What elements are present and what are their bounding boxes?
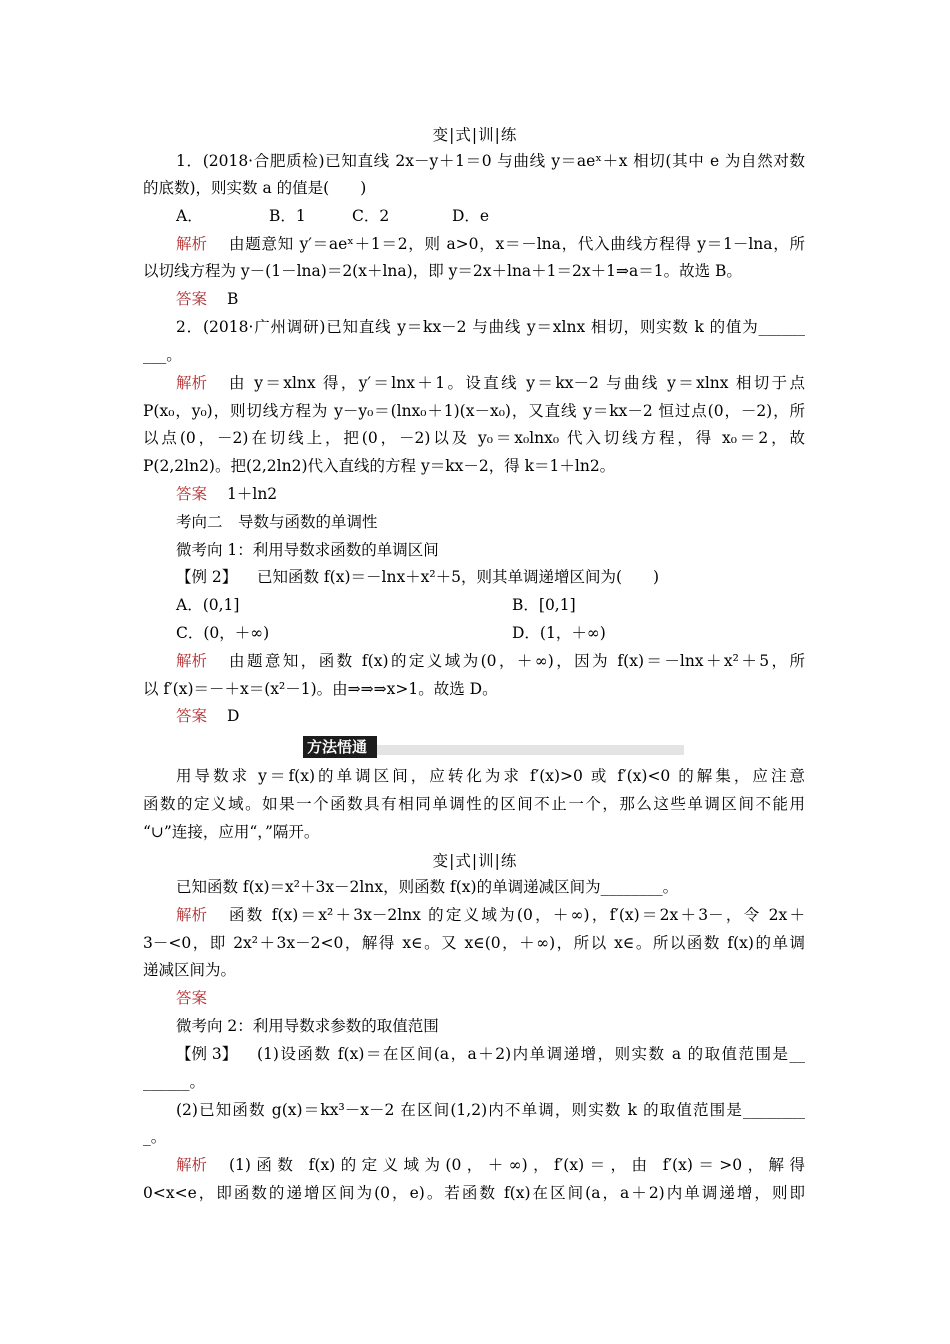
section-heading: 考向二 导数与函数的单调性 <box>176 513 378 531</box>
q3-solution-label: 解析 <box>176 906 208 924</box>
method-text-line2: 函数的定义域。如果一个函数具有相同单调性的区间不止一个，那么这些单调区间不能用 <box>143 795 805 813</box>
method-text-line3: “∪”连接，应用“，”隔开。 <box>143 823 320 841</box>
example2-solution-line1: 由题意知，函数 f(x)的定义域为(0，＋∞)，因为 f(x)＝－lnx＋x²＋5，所 <box>229 652 805 670</box>
example2-solution-label: 解析 <box>176 652 208 670</box>
example3-solution-line2: 0<x<e，即函数的递增区间为(0，e)。若函数 f(x)在区间(a，a＋2)内单调递增，则即 <box>143 1184 805 1202</box>
method-banner <box>303 736 684 758</box>
q1-option-b: B．1 <box>269 207 306 225</box>
q2-stem-line1: 2．(2018·广州调研)已知直线 y＝kx－2 与曲线 y＝xlnx 相切，则实数 k 的值为______ <box>176 318 805 336</box>
q3-stem: 已知函数 f(x)＝x²＋3x－2lnx，则函数 f(x)的单调递减区间为________。 <box>176 878 679 896</box>
q2-solution-line3: 以点(0，－2)在切线上，把(0，－2)以及 y₀＝x₀lnx₀ 代入切线方程，得 x₀＝2，故 <box>143 429 805 447</box>
subsection-heading-1: 微考向 1：利用导数求函数的单调区间 <box>176 541 439 559</box>
example2-answer: D <box>227 707 240 725</box>
heading-variant-training-1: 变|式|训|练 <box>432 126 518 144</box>
example3-part2-line2: _。 <box>143 1128 167 1146</box>
example2-stem: 已知函数 f(x)＝－lnx＋x²＋5，则其单调递增区间为( ) <box>257 568 660 586</box>
q3-answer-label: 答案 <box>176 989 208 1007</box>
q1-stem-line1: 1．(2018·合肥质检)已知直线 2x－y＋1＝0 与曲线 y＝aeˣ＋x 相切(其中 e 为自然对数 <box>176 152 805 170</box>
example2-solution-line2: 以 f′(x)＝－＋x＝(x²－1)。由⇒⇒⇒x>1。故选 D。 <box>143 680 498 698</box>
q2-answer: 1＋ln2 <box>227 485 278 503</box>
example3-part2-line1: (2)已知函数 g(x)＝kx³－x－2 在区间(1,2)内不单调，则实数 k 的取值范围是________ <box>176 1101 805 1119</box>
example3-solution-line1: (1)函数 f(x)的定义域为(0，＋∞)，f′(x)＝，由 f′(x)＝>0，解得 <box>229 1156 805 1174</box>
q1-option-d: D．e <box>452 207 490 225</box>
example2-option-a: A．(0,1] <box>176 596 240 614</box>
q3-solution-line2: 3－<0，即 2x²＋3x－2<0，解得 x∈。又 x∈(0，＋∞)，所以 x∈。所以函数 f(x)的单调 <box>143 934 805 952</box>
q2-solution-label: 解析 <box>176 374 208 392</box>
q2-solution-line4: P(2,2ln2)。把(2,2ln2)代入直线的方程 y＝kx－2，得 k＝1＋ln2。 <box>143 457 616 475</box>
q1-solution-label: 解析 <box>176 235 208 253</box>
q2-solution-line2: P(x₀，y₀)，则切线方程为 y－y₀＝(lnx₀＋1)(x－x₀)，又直线 y＝kx－2 恒过点(0，－2)，所 <box>143 402 805 420</box>
q2-stem-line2: ___。 <box>143 346 182 364</box>
q2-solution-line1: 由 y＝xlnx 得，y′＝lnx＋1。设直线 y＝kx－2 与曲线 y＝xlnx 相切于点 <box>229 374 805 392</box>
q1-option-a: A． <box>176 207 203 225</box>
method-text-line1: 用导数求 y＝f(x)的单调区间，应转化为求 f′(x)>0 或 f′(x)<0 的解集，应注意 <box>176 767 805 785</box>
q1-answer: B <box>227 290 239 308</box>
q1-answer-label: 答案 <box>176 290 208 308</box>
q1-stem-line2: 的底数)，则实数 a 的值是( ) <box>143 179 367 197</box>
heading-variant-training-2: 变|式|训|练 <box>432 852 518 870</box>
subsection-heading-2: 微考向 2：利用导数求参数的取值范围 <box>176 1017 439 1035</box>
example2-answer-label: 答案 <box>176 707 208 725</box>
q1-option-c: C．2 <box>352 207 390 225</box>
example2-option-b: B．[0,1] <box>512 596 576 614</box>
example2-option-d: D．(1，＋∞) <box>512 624 606 642</box>
example3-solution-label: 解析 <box>176 1156 208 1174</box>
example3-part1-line1: (1)设函数 f(x)＝在区间(a，a＋2)内单调递增，则实数 a 的取值范围是__ <box>257 1045 805 1063</box>
q2-answer-label: 答案 <box>176 485 208 503</box>
q1-solution-line2: 以切线方程为 y－(1－lna)＝2(x＋lna)，即 y＝2x＋lna＋1＝2x＋1⇒a＝1。故选 B。 <box>143 262 742 280</box>
q1-solution-line1: 由题意知 y′＝aeˣ＋1＝2，则 a>0，x＝－lna，代入曲线方程得 y＝1－lna，所 <box>229 235 805 253</box>
example2-label: 【例 2】 <box>176 568 238 586</box>
example3-label: 【例 3】 <box>176 1045 238 1063</box>
method-banner-bar <box>377 745 684 755</box>
example3-part1-line2: ______。 <box>143 1073 206 1091</box>
example2-option-c: C．(0，＋∞) <box>176 624 270 642</box>
method-banner-title: 方法悟通 <box>307 738 368 756</box>
q3-solution-line3: 递减区间为。 <box>143 961 237 979</box>
q3-solution-line1: 函数 f(x)＝x²＋3x－2lnx 的定义域为(0，＋∞)，f′(x)＝2x＋3－，令 2x＋ <box>229 906 805 924</box>
